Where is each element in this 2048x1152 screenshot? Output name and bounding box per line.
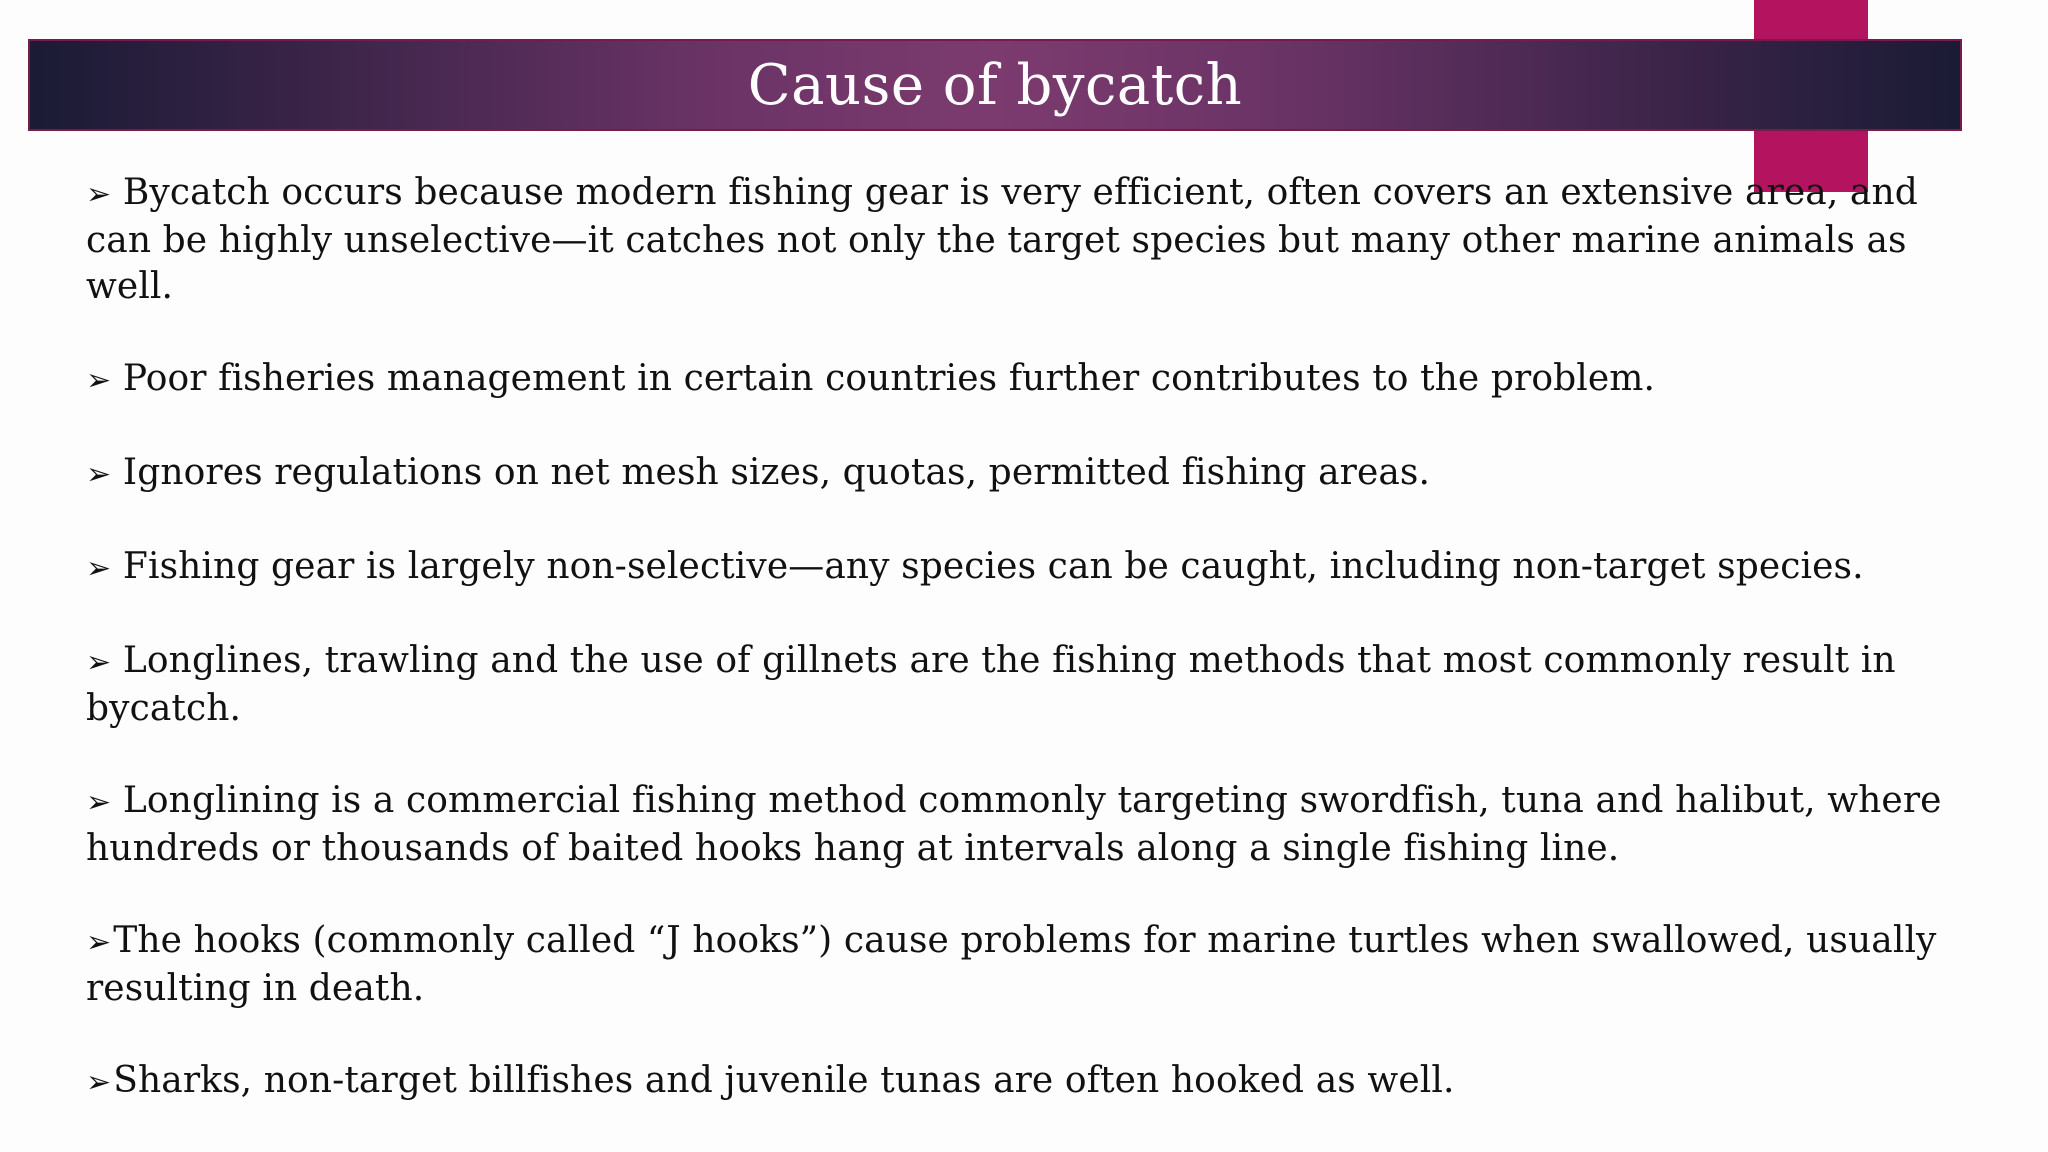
bullet-item	[86, 450, 1986, 498]
arrowhead-bullet-icon: ➢	[86, 1065, 112, 1100]
bullet-item	[86, 356, 1986, 404]
arrowhead-bullet-icon: ➢	[86, 457, 121, 492]
bullet-text: Fishing gear is largely non-selective—any species can be caught, including non-target species.	[122, 546, 1864, 587]
arrowhead-bullet-icon: ➢	[86, 785, 121, 820]
bullet-text: Longlining is a commercial fishing method commonly targeting swordfish, tuna and halibut, where hundreds or thousands of baited hooks hang at intervals along a single fishing line.	[86, 780, 1942, 869]
bullet-text: Longlines, trawling and the use of gillnets are the fishing methods that most commonly result in bycatch.	[86, 640, 1896, 729]
arrowhead-bullet-icon: ➢	[86, 363, 121, 398]
bullet-item	[86, 170, 1986, 310]
bullet-item	[86, 778, 1986, 872]
bullet-text: Poor fisheries management in certain countries further contributes to the problem.	[122, 358, 1656, 399]
bullet-item	[86, 544, 1986, 592]
bullet-item	[86, 1058, 1986, 1106]
bullet-text: The hooks (commonly called “J hooks”) cause problems for marine turtles when swallowed, usually resulting in death.	[86, 920, 1937, 1009]
bullet-list	[86, 170, 1986, 1152]
bullet-item	[86, 638, 1986, 732]
bullet-text: Bycatch occurs because modern fishing gear is very efficient, often covers an extensive area, and can be highly unselective—it catches not only the target species but many other marine animals as well.	[86, 172, 1918, 307]
bullet-item	[86, 918, 1986, 1012]
arrowhead-bullet-icon: ➢	[86, 177, 121, 212]
bullet-text: Ignores regulations on net mesh sizes, quotas, permitted fishing areas.	[122, 452, 1431, 493]
title-banner	[28, 39, 1962, 131]
slide-title: Cause of bycatch	[747, 53, 1243, 118]
arrowhead-bullet-icon: ➢	[86, 551, 121, 586]
bullet-text: Sharks, non-target billfishes and juvenile tunas are often hooked as well.	[113, 1060, 1455, 1101]
arrowhead-bullet-icon: ➢	[86, 645, 121, 680]
arrowhead-bullet-icon: ➢	[86, 925, 112, 960]
